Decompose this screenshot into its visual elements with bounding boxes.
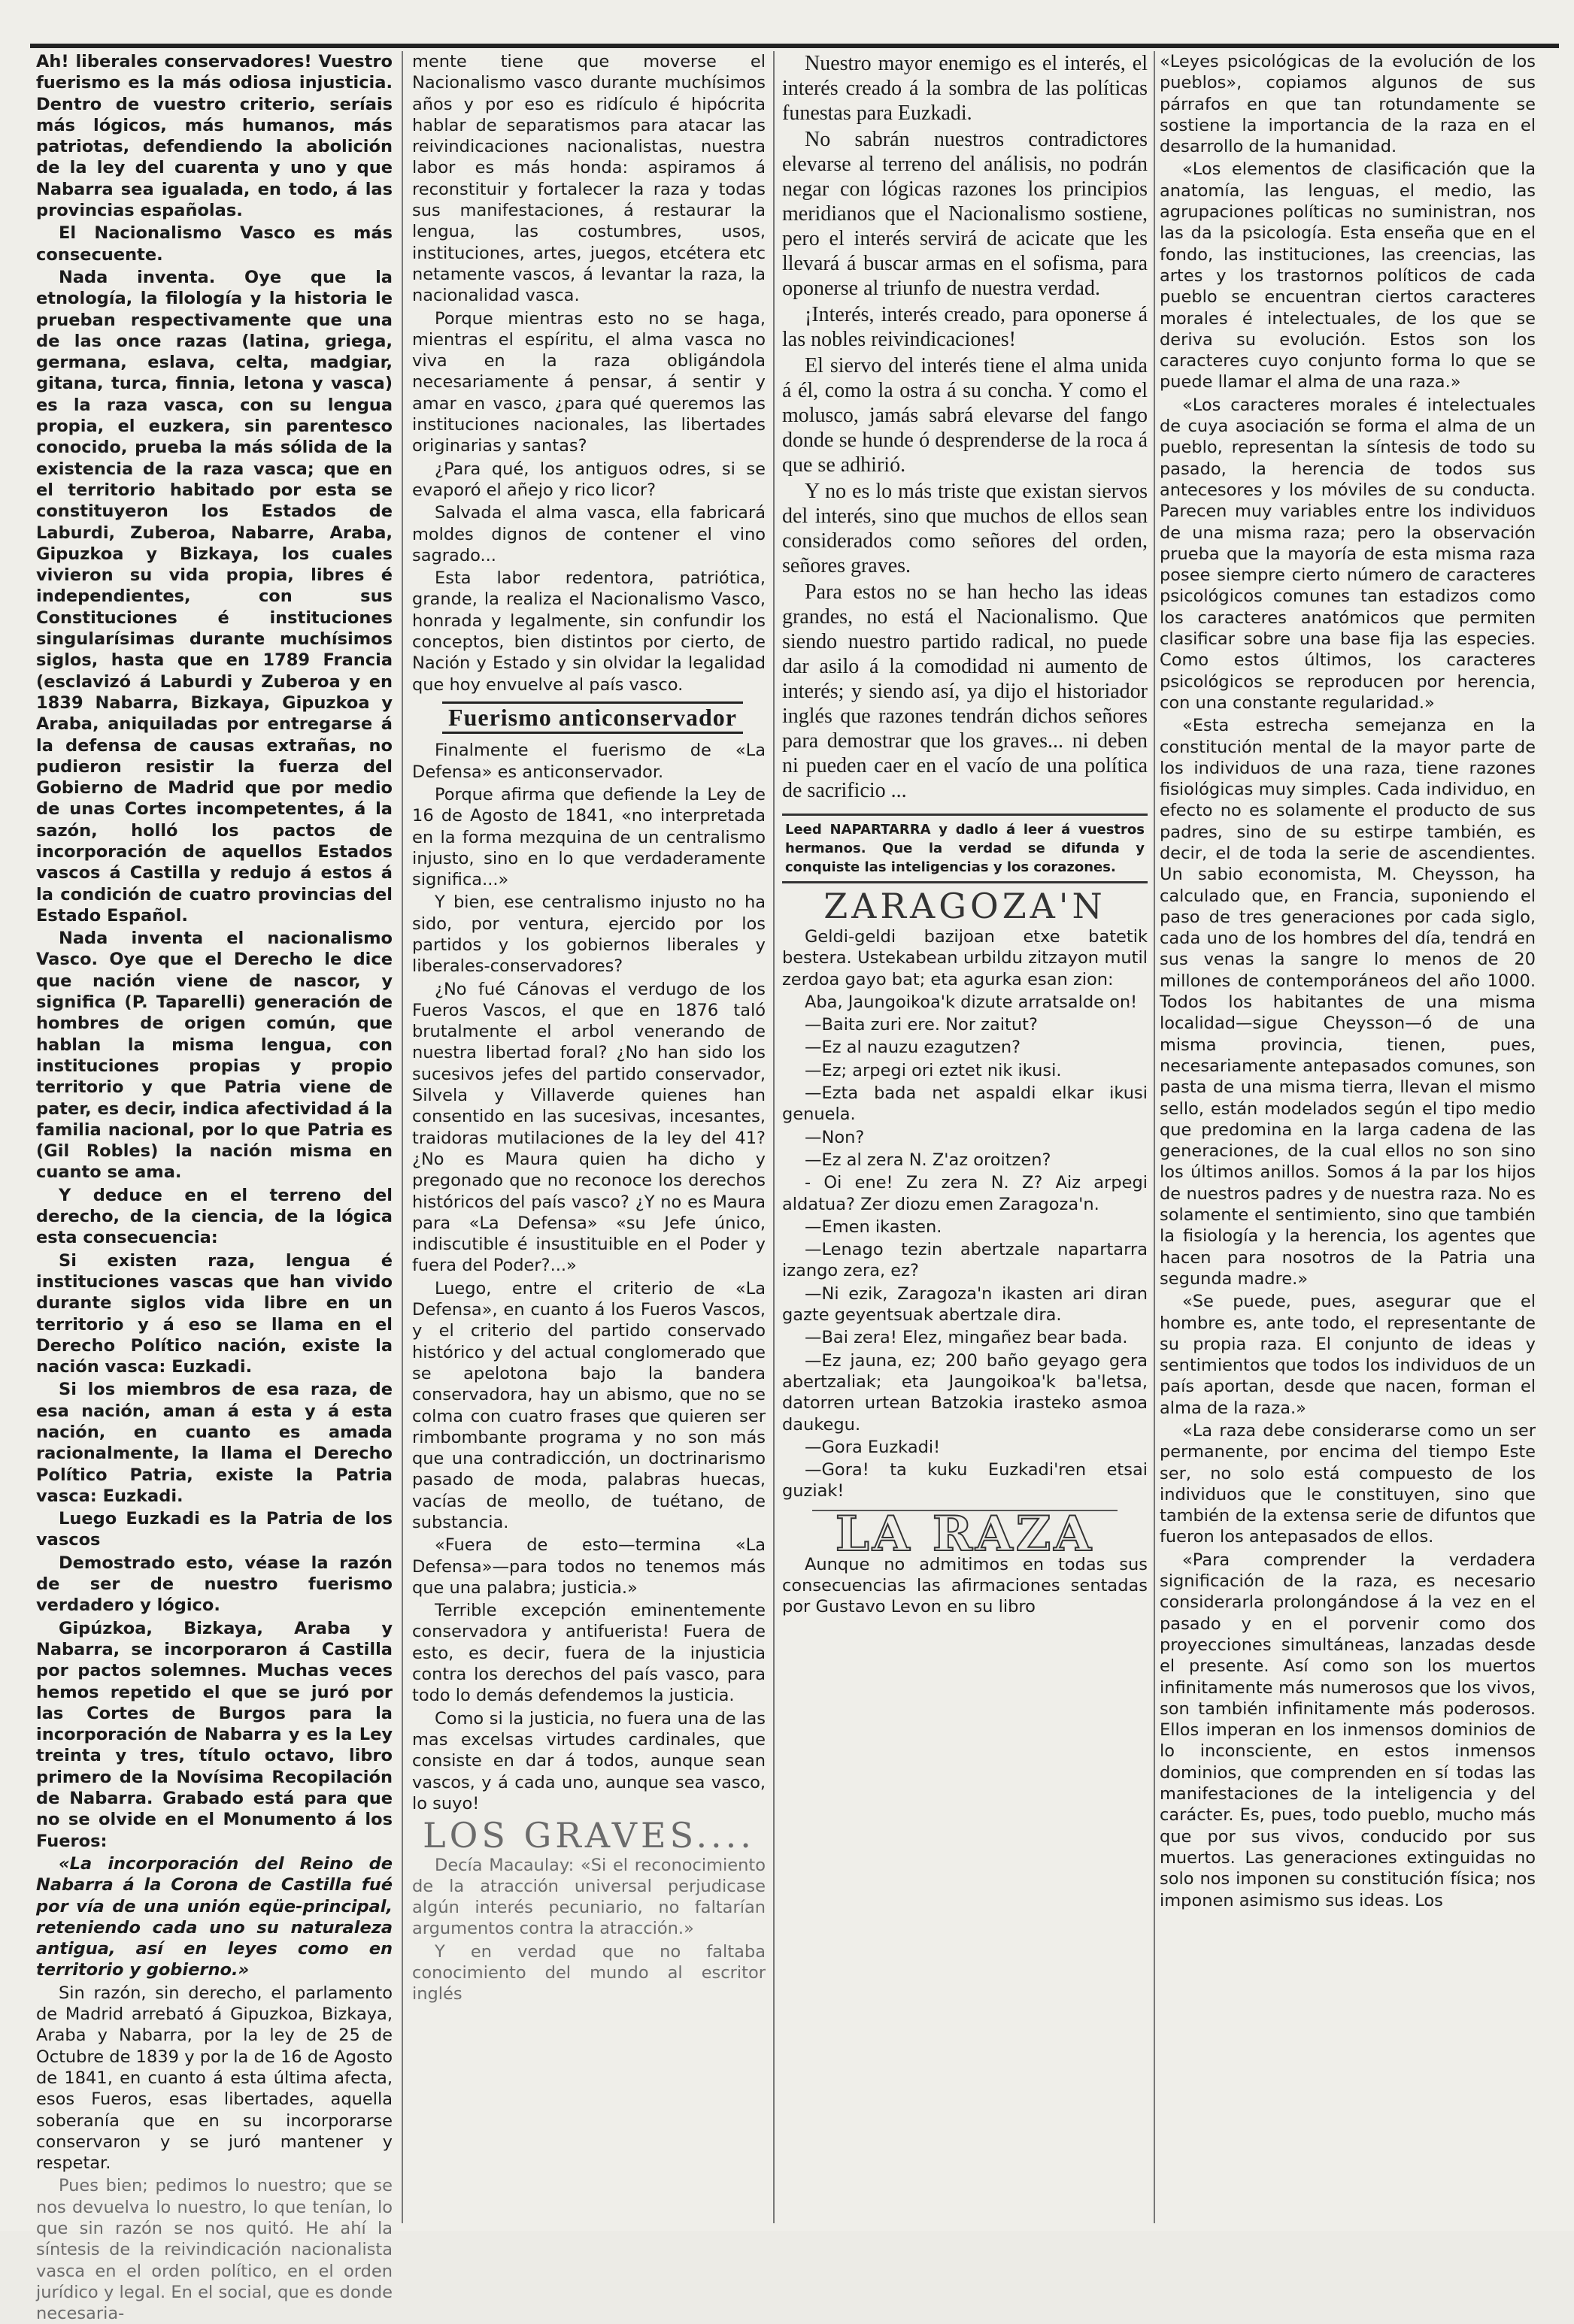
paragraph: Y bien, ese centralismo injusto no ha sido, por ventura, ejercido por los partidos y los gobiernos liberales y liberales-conservadores? <box>412 892 766 977</box>
paragraph: —Ez jauna, ez; 200 baño geyago gera abertzaliak; eta Jaungoikoa'k ba'letsa, datorren urtean Batzokia irasteko asmoa daukegu. <box>782 1350 1148 1435</box>
section-heading: Fuerismo anticonservador <box>442 701 743 734</box>
paragraph: —Ni ezik, Zaragoza'n ikasten ari diran gazte geyentsuak abertzale dira. <box>782 1283 1148 1326</box>
paragraph: «La raza debe considerarse como un ser permanente, por encima del tiempo Este ser, no solo está compuesto de los individuos que le constituyen, sino que también de la extensa serie de difuntos que fueron los antepasados de ellos. <box>1160 1421 1536 1547</box>
paragraph: Ah! liberales conservadores! Vuestro fuerismo es la más odiosa injusticia. Dentro de vuestro criterio, seríais más lógicos, más humanos, más patriotas, defendiendo la abolición de la ley del cuarenta y uno y que Nabarra sea igualada, en todo, á las provincias españolas. <box>36 52 393 221</box>
paragraph: Como si la justicia, no fuera una de las mas excelsas virtudes cardinales, que consiste en dar á todos, aunque sean vascos, y á cada uno, aunque sea vasco, lo suyo! <box>412 1708 766 1813</box>
paragraph: «Fuera de esto—termina «La Defensa»—para todos no tenemos más que una palabra; justicia.» <box>412 1535 766 1598</box>
paragraph: —Emen ikasten. <box>805 1217 942 1237</box>
notice-box: Leed NAPARTARRA y dadlo á leer á vuestros hermanos. Que la verdad se difunda y conquiste las inteligencias y los corazones. <box>782 814 1148 883</box>
paragraph: «Esta estrecha semejanza en la constitución mental de la mayor parte de los individuos de una raza, tiene razones fisiológicas muy simples. Cada individuo, en efecto no es solamente el producto de sus padres, sino de su estirpe también, es decir, el de toda la serie de ascendientes. Un sabio economista, M. Cheysson, ha calculado que, en Francia, suponiendo el paso de tres generaciones por cada siglo, cada uno de los hombres del día, tendrá en sus venas la sangre lo menos de 20 millones de contemporáneos del año 1000. Todos los habitantes de una misma localidad—sigue Cheysson—ó de una misma provincia, tienen, pues, necesariamente antepasados comunes, son pasta de una misma tierra, llevan el mismo sello, están modelados según el tipo medio que predomina en la larga cadena de las generaciones, de la cual ellos no son sino los últimos anillos. Somos á la par los hijos de nuestros padres y de nuestra raza. No es solamente el sentimiento, sino que también la fisiología y la herencia, los agentes que hacen para nosotros de la Patria una segunda madre.» <box>1160 716 1536 1289</box>
paragraph: —Gora! ta kuku Euzkadi'ren etsai guziak! <box>782 1460 1148 1501</box>
paragraph: Sin razón, sin derecho, el parlamento de Madrid arrebató á Gipuzkoa, Bizkaya, Araba y Nabarra, por la ley de 25 de Octubre de 1839 y por la de 16 de Agosto de 1841, en cuanto á esta última afecta, esos Fueros, esas libertades, aquella soberanía que en su incorporarse conservaron y se juró mantener y respetar. <box>36 1983 393 2174</box>
paragraph: Luego Euzkadi es la Patria de los vascos <box>36 1509 393 1550</box>
paragraph: Pues bien; pedimos lo nuestro; que se nos devuelva lo nuestro, lo que tenían, lo que sin razón se nos quitó. He ahí la síntesis de la reivindicación nacionalista vasca en el orden político, en el orden jurídico y legal. En el social, que es donde necesaria- <box>36 2176 393 2324</box>
column-divider <box>1154 51 1155 2223</box>
paragraph: Salvada el alma vasca, ella fabricará moldes dignos de contener el vino sagrado... <box>412 503 766 565</box>
paragraph: Nuestro mayor enemigo es el interés, el interés creado á la sombra de las políticas funestas para Euzkadi. <box>782 52 1148 125</box>
paragraph: —Bai zera! Elez, mingañez bear bada. <box>805 1328 1128 1348</box>
column-2 <box>412 51 766 2220</box>
section-title: LA RAZA <box>835 1505 1095 1562</box>
paragraph: —Ez; arpegi ori eztet nik ikusi. <box>805 1060 1062 1080</box>
paragraph: Luego, entre el criterio de «La Defensa», en cuanto á los Fueros Vascos, y el criterio del partido conservado histórico y del actual conglomerado que se apelotona bajo la bandera conservadora, hay un abismo, que no se colma con cuatro frases que quieren ser rimbombante programa y no son más que una contradicción, un doctrinarismo pasado de moda, palabras huecas, vacías de meollo, de tuétano, de substancia. <box>412 1278 766 1532</box>
paragraph: Gipúzkoa, Bizkaya, Araba y Nabarra, se incorporaron á Castilla por pactos solemnes. Muchas veces hemos repetido el que se juró por las Cortes de Burgos para la incorporación de Nabarra y es la Ley treinta y tres, título octavo, libro primero de la Novísima Recopilación de Nabarra. Grabado está para que no se olvide en el Monumento á los Fueros: <box>36 1618 393 1851</box>
column-divider <box>773 51 775 2223</box>
paragraph: «Se puede, pues, asegurar que el hombre es, ante todo, el representante de su propia raza. El conjunto de ideas y sentimientos que todos los individuos de un país aportan, desde que nacen, forman el alma de la raza.» <box>1160 1292 1536 1418</box>
paragraph: Geldi-geldi bazijoan etxe batetik bestera. Ustekabean urbildu zitzayon mutil zerdoa gayo bat; eta agurka esan zion: <box>782 927 1148 989</box>
column-4 <box>1160 51 1536 2220</box>
paragraph: ¿No fué Cánovas el verdugo de los Fueros Vascos, el que en 1876 taló brutalmente el arbol venerando de nuestra libertad foral? ¿No han sido los sucesivos jefes del partido conservador, Silvela y Villaverde quienes han consentido en las sucesivas, incesantes, traidoras mutilaciones de la ley del 41? ¿No es Maura quien ha dicho y pregonado que no reconoce los derechos históricos del país vasco? ¿Y no es Maura para «La Defensa» «su Jefe único, indiscutible é insustituible en el Poder y fuera del Poder?...» <box>412 979 766 1276</box>
paragraph: Porque mientras esto no se haga, mientras el espíritu, el alma vasca no viva en la raza obligándola necesariamente á pensar, á sentir y amar en vasco, ¿para qué queremos las instituciones nacionales, las libertades originarias y santas? <box>412 308 766 456</box>
paragraph: Porque afirma que defiende la Ley de 16 de Agosto de 1841, «no interpretada en la forma mezquina de un centralismo injusto, sino en lo que verdaderamente significa...» <box>412 784 766 890</box>
paragraph: Finalmente el fuerismo de «La Defensa» es anticonservador. <box>412 741 766 782</box>
paragraph: - Oi ene! Zu zera N. Z? Aiz arpegi aldatua? Zer diozu emen Zaragoza'n. <box>782 1173 1148 1214</box>
paragraph: Esta labor redentora, patriótica, grande, la realiza el Nacionalismo Vasco, honrada y legalmente, sin confundir los conceptos, bien distintos por cierto, de Nación y Estado y sin olvidar la legalidad que hoy envuelve al país vasco. <box>412 568 766 695</box>
section-title: LOS GRAVES.... <box>423 1815 755 1856</box>
dialogue <box>782 926 1148 1502</box>
paragraph: «Los caracteres morales é intelectuales de cuya asociación se forma el alma de un pueblo, representan la síntesis de todo su pasado, la herencia de todos sus antecesores y los móviles de su conducta. Parecen muy variables entre los individuos de una misma raza; pero la observación prueba que la mayoría de esta misma raza posee siempre cierto número de caracteres psicológicos comunes tan estadizos como los caracteres anatómicos que permiten clasificar sobre una base fija las especies. Como estos últimos, los caracteres psicológicos se reproducen por herencia, con una constante regularidad.» <box>1160 395 1536 713</box>
paragraph: —Gora Euzkadi! <box>805 1437 941 1457</box>
paragraph: —Lenago tezin abertzale napartarra izango zera, ez? <box>782 1240 1148 1281</box>
paragraph: «Leyes psicológicas de la evolución de los pueblos», copiamos algunos de sus párrafos en que tan rotundamente se sostiene la importancia de la raza en el desarrollo de la humanidad. <box>1160 52 1536 157</box>
paragraph: —Non? <box>805 1127 865 1147</box>
paragraph: ¡Interés, interés creado, para oponerse á las nobles reivindicaciones! <box>782 303 1148 351</box>
paragraph: Si existen raza, lengua é instituciones vascas que han vivido durante siglos vida libre en un territorio y á eso se llama en el Derecho Político nación, existe la nación vasca: Euzkadi. <box>36 1250 393 1377</box>
paragraph: Terrible excepción eminentemente conservadora y antifuerista! Fuera de esto, es decir, fuera de la injusticia contra los derechos del país vasco, para todo lo demás defendemos la justicia. <box>412 1601 766 1706</box>
paragraph: Demostrado esto, véase la razón de ser de nuestro fuerismo verdadero y lógico. <box>36 1553 393 1616</box>
paragraph: Decía Macaulay: «Si el reconocimiento de la atracción universal perjudicase algún interés pecuniario, no faltarían argumentos contra la atracción.» <box>412 1855 766 1939</box>
paragraph: Aba, Jaungoikoa'k dizute arratsalde on! <box>805 992 1138 1012</box>
paragraph: Nada inventa el nacionalismo Vasco. Oye que el Derecho le dice que nación viene de nascor, y significa (P. Taparelli) generación de hombres de origen común, que hablan la misma lengua, con instituciones propias y propio territorio y que Patria viene de pater, es decir, indica afectividad á la familia nacional, por lo que Patria es (Gil Robles) la nación misma en cuanto se ama. <box>36 929 393 1183</box>
column-divider <box>402 51 403 2223</box>
paragraph: Y no es lo más triste que existan siervos del interés, sino que muchos de ellos sean considerados como señores del orden, señores graves. <box>782 480 1148 577</box>
paragraph: —Ez al zera N. Z'az oroitzen? <box>805 1150 1051 1170</box>
paragraph: Para estos no se han hecho las ideas grandes, no está el Nacionalismo. Que siendo nuestro partido radical, no puede dar asilo á la comodidad ni aumento de interés; y siendo así, ya dijo el historiador inglés que razones tendrán dichos señores para demostrar que los graves... ni deben ni pueden caer en el vacío de una política de sacrificio ... <box>782 580 1148 802</box>
paragraph: Aunque no admitimos en todas sus consecuencias las afirmaciones sentadas por Gustavo Levon en su libro <box>782 1554 1148 1617</box>
column-3 <box>782 51 1148 2220</box>
paragraph: Y deduce en el terreno del derecho, de la ciencia, de la lógica esta consecuencia: <box>36 1185 393 1248</box>
paragraph: —Ezta bada net aspaldi elkar ikusi genuela. <box>782 1083 1148 1125</box>
paragraph: ¿Para qué, los antiguos odres, si se evaporó el añejo y rico licor? <box>412 459 766 500</box>
paragraph: Y en verdad que no faltaba conocimiento del mundo al escritor inglés <box>412 1941 766 2004</box>
paragraph: No sabrán nuestros contradictores elevarse al terreno del análisis, no podrán negar con lógicas razones los principios meridianos que el Nacionalismo sostiene, pero el interés servirá de acicate que les llevará á buscar armas en el sofisma, para oponerse al triunfo de nuestra verdad. <box>782 128 1148 300</box>
paragraph: —Baita zuri ere. Nor zaitut? <box>805 1015 1038 1035</box>
paragraph: —Ez al nauzu ezagutzen? <box>805 1038 1021 1058</box>
quote-paragraph: «La incorporación del Reino de Nabarra á la Corona de Castilla fué por vía de una unión eqüe-principal, reteniendo cada uno su naturaleza antigua, así en leyes como en territorio y gobierno.» <box>36 1853 393 1980</box>
paragraph: Nada inventa. Oye que la etnología, la filología y la historia le prueban respectivamente que una de las once razas (latina, griega, germana, eslava, celta, madgiar, gitana, turca, finnia, letona y vasca) es la raza vasca, con su lengua propia, el euzkera, sin parentesco conocido, prueba la más sólida de la existencia de la raza vasca; que en el territorio habitado por esta se constituyeron los Estados de Laburdi, Zuberoa, Nabarre, Araba, Gipuzkoa y Bizkaya, los cuales vivieron su vida propia, libres é independientes, con sus Constituciones é instituciones singularísimas durante muchísimos siglos, hasta que en 1789 Francia (esclavizó á Laburdi y Zuberoa y en 1839 Nabarra, Bizkaya, Gipuzkoa y Araba, aniquiladas por entregarse á la defensa de causas extrañas, no pudieron resistir la fuerza del Gobierno de Madrid que por medio de unas Cortes incompetentes, á la sazón, holló los pactos de incorporación de aquellos Estados vascos á Castilla y redujo á estos á la condición de cuatro provincias del Estado Español. <box>36 267 393 926</box>
top-rule <box>30 44 1559 48</box>
section-title: ZARAGOZA'N <box>823 886 1106 926</box>
column-1 <box>36 51 393 2324</box>
paragraph: Si los miembros de esa raza, de esa nación, aman á esta y á esta nación, en cuanto es amada racionalmente, la llama el Derecho Político Patria, existe la Patria vasca: Euzkadi. <box>36 1380 393 1506</box>
paragraph: El siervo del interés tiene el alma unida á él, como la ostra á su concha. Y como el molusco, jamás sabrá elevarse del fango donde se hunde ó desprenderse de la roca á que se adhirió. <box>782 354 1148 477</box>
paragraph: mente tiene que moverse el Nacionalismo vasco durante muchísimos años y por eso es ridículo é hipócrita hablar de separatismos para atacar las reivindicaciones nacionalistas, nuestra labor es más honda: aspiramos á reconstituir y fortalecer la raza y todas sus manifestaciones, á restaurar la lengua, las costumbres, usos, instituciones, artes, juegos, etcétera etc netamente vascos, á levantar la raza, la nacionalidad vasca. <box>412 52 766 306</box>
paragraph: «Para comprender la verdadera significación de la raza, es necesario considerarla prolongándose á la vez en el pasado y en el porvenir como dos proyecciones simultáneas, lanzadas desde el presente. Así como son los muertos infinitamente más numerosos que los vivos, son también infinitamente más poderosos. Ellos imperan en los inmensos dominios de lo inconsciente, en estos inmensos dominios, que comprenden en sí todas las manifestaciones de la inteligencia y del carácter. Es, pues, todo pueblo, mucho más que por sus vivos, conducido por sus muertos. Las generaciones extinguidas no solo nos imponen su constitución física; nos imponen asimismo sus ideas. Los <box>1160 1550 1536 1910</box>
paragraph: El Nacionalismo Vasco es más consecuente. <box>36 223 393 265</box>
paragraph: «Los elementos de clasificación que la anatomía, las lenguas, el medio, las agrupaciones políticas no suministran, nos las da la psicología. Esta enseña que en el fondo, las instituciones, las creencias, las artes y los trastornos políticos de cada pueblo se encuentran ciertos caracteres morales é intelectuales, de los que se deriva su evolución. Estos son los caracteres cuyo conjunto forma lo que se puede llamar el alma de una raza.» <box>1160 159 1536 392</box>
